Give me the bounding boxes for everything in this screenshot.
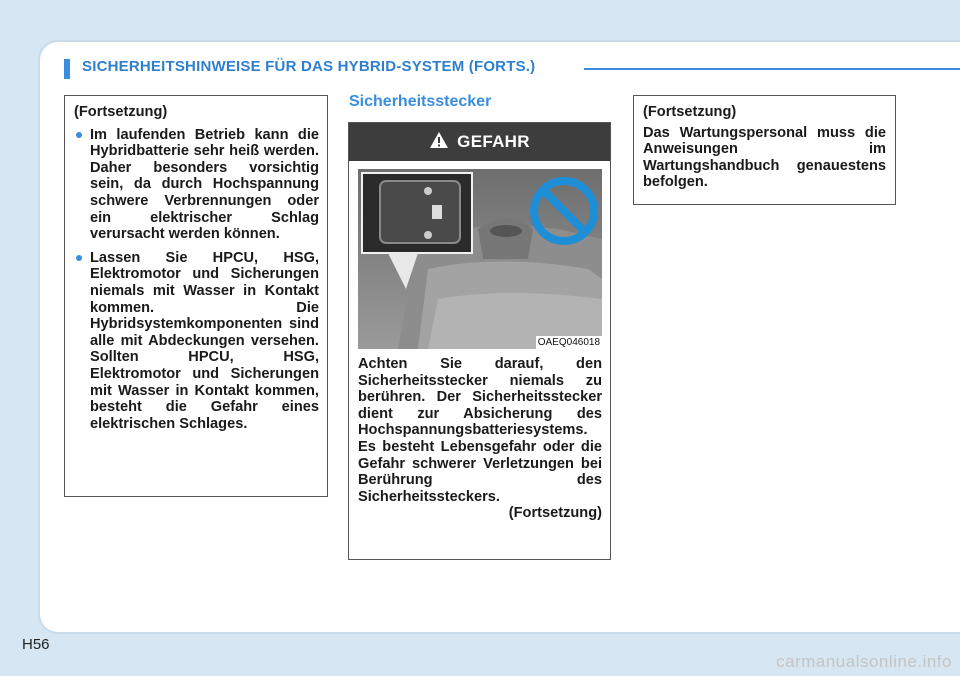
section-header: [64, 58, 960, 80]
bullet-icon: [76, 132, 82, 138]
safety-plug-photo: [358, 169, 602, 349]
danger-box: [348, 122, 611, 560]
continuation-box-left: [64, 95, 328, 497]
continuation-label: (Fortsetzung): [74, 104, 168, 120]
watermark: carmanualsonline.info: [776, 652, 952, 671]
bullet-item: [74, 127, 319, 243]
danger-header: [349, 123, 610, 161]
bullet-item: [74, 250, 319, 433]
bullet-text: Im laufenden Betrieb kann die Hybridbatterie sehr heiß werden. Daher besonders vorsichtig sein, da durch Hochspannung schwere Verbrennungen oder ein elektrischer Schlag verursacht werden können.: [90, 126, 319, 243]
continuation-label: (Fortsetzung): [643, 104, 737, 120]
section-header-rule: [584, 68, 960, 70]
section-header-bar: [64, 59, 70, 79]
danger-text: Achten Sie darauf, den Sicherheitsstecker niemals zu berühren. Der Sicherheitsstecker dient zur Absicherung des Hochspannungsbatteriesystems. Es besteht Lebensgefahr oder die Gefahr schwerer Verletzungen bei Berührung des Sicherheitssteckers.: [358, 356, 602, 505]
danger-text-block: [358, 356, 602, 522]
continued-label: (Fortsetzung): [508, 505, 602, 522]
maintenance-text: Das Wartungspersonal muss die Anweisungen im Wartungshandbuch genauestens befolgen.: [643, 124, 886, 191]
continuation-box-right: [633, 95, 896, 205]
page-number: H56: [22, 636, 50, 653]
subsection-title: Sicherheitsstecker: [349, 93, 492, 110]
bullet-text: Lassen Sie HPCU, HSG, Elektromotor und Sicherungen niemals mit Wasser in Kontakt kommen. Die Hybridsystemkomponenten sind alle mit Abdeckungen versehen. Sollten HPCU, HSG, Elektromotor und Sicherungen mit Wasser in Kontakt kommen, besteht die Gefahr eines elektrischen Schlages.: [90, 249, 319, 432]
danger-label: GEFAHR: [457, 132, 530, 151]
bullet-icon: [76, 255, 82, 261]
section-title: SICHERHEITSHINWEISE FÜR DAS HYBRID-SYSTEM (FORTS.): [82, 58, 536, 75]
bullet-list: [74, 127, 319, 433]
warning-triangle-icon: [429, 131, 449, 154]
photo-code: OAEQ046018: [537, 337, 600, 348]
